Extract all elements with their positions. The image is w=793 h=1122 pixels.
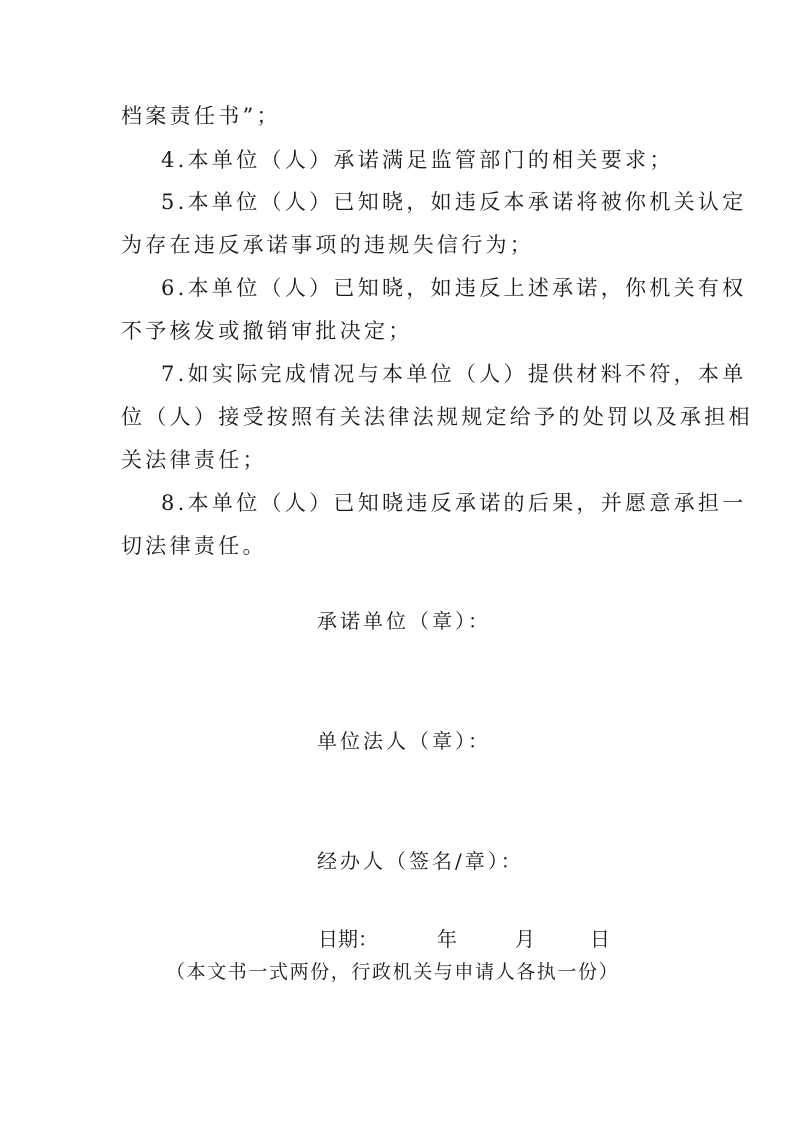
signature-unit-seal: 承诺单位（章）： [317,609,491,633]
clause-5-line-2: 为存在违反承诺事项的违规失信行为； [121,233,535,257]
date-label: 日期： [318,927,378,951]
clause-3-continuation: 档案责任书”； [121,104,281,128]
date-month-label: 月 [515,927,535,951]
clause-7-line-1: 7.如实际完成情况与本单位（人）提供材料不符，本单 [161,362,747,386]
clause-8-line-2: 切法律责任。 [121,534,267,558]
date-day-label: 日 [590,927,610,951]
clause-7-line-3: 关法律责任； [121,448,267,472]
signature-legal-person-seal: 单位法人（章）： [317,729,491,753]
copies-note: （本文书一式两份，行政机关与申请人各执一份） [166,961,620,983]
clause-8-line-1: 8.本单位（人）已知晓违反承诺的后果，并愿意承担一 [161,491,747,515]
clause-5-line-1: 5.本单位（人）已知晓，如违反本承诺将被你机关认定 [161,190,747,214]
clause-6-line-2: 不予核发或撤销审批决定； [121,319,413,343]
clause-6-line-1: 6.本单位（人）已知晓，如违反上述承诺，你机关有权 [161,276,747,300]
clause-7-line-2: 位（人）接受按照有关法律法规规定给予的处罚以及承担相 [121,405,753,429]
date-year-label: 年 [437,927,457,951]
clause-4: 4.本单位（人）承诺满足监管部门的相关要求； [161,148,674,172]
signature-handler: 经办人（签名/章）： [317,849,524,873]
